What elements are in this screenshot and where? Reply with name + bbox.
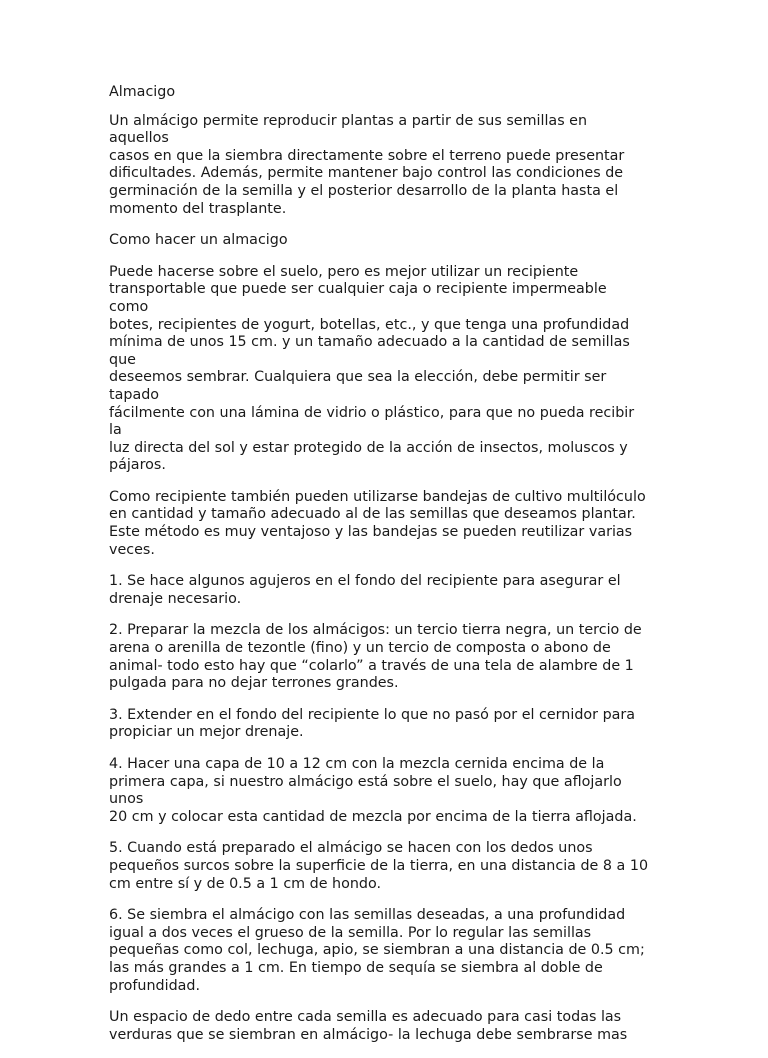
step-2: 2. Preparar la mezcla de los almácigos: un tercio tierra negra, un tercio de arena o arenilla de tezontle (fino) y un tercio de composta o abono de animal- todo esto hay que “colarlo” a través de una tela de alambre de 1 pulgada para no dejar terrones grandes. xyxy=(109,622,642,692)
step-4: 4. Hacer una capa de 10 a 12 cm con la mezcla cernida encima de la primera capa, si nuestro almácigo está sobre el suelo, hay que aflojarlo unos 20 cm y colocar esta cantidad de mezcla por encima de la tierra aflojada. xyxy=(109,756,637,825)
document-title: Almacigo xyxy=(109,84,176,100)
step-3: 3. Extender en el fondo del recipiente lo que no pasó por el cernidor para propiciar un mejor drenaje. xyxy=(109,706,636,741)
step-1: 1. Se hace algunos agujeros en el fondo del recipiente para asegurar el drenaje necesario. xyxy=(109,573,621,607)
step-5: 5. Cuando está preparado el almácigo se hacen con los dedos unos pequeños surcos sobre la superficie de la tierra, en una distancia de 8 a 10 cm entre sí y de 0.5 a 1 cm de hondo. xyxy=(109,840,649,892)
paragraph-intro: Un almácigo permite reproducir plantas a partir de sus semillas en aquellos casos en que la siembra directamente sobre el terreno puede presentar dificultades. Además, permite mantener bajo control las condiciones de germinación de la semilla y el posterior desarrollo de la planta hasta el momento del trasplante. xyxy=(109,112,625,217)
document-page xyxy=(109,84,649,1058)
paragraph-spacing: Un espacio de dedo entre cada semilla es adecuado para casi todas las verduras que se siembran en almácigo- la lechuga debe sembrarse mas xyxy=(109,1009,628,1043)
step-6: 6. Se siembra el almácigo con las semillas deseadas, a una profundidad igual a dos veces el grueso de la semilla. Por lo regular las semillas pequeñas como col, lechuga, apio, se siembran a una distancia de 0.5 cm; las más grandes a 1 cm. En tiempo de sequía se siembra al doble de profundidad. xyxy=(109,907,645,994)
paragraph-trays: Como recipiente también pueden utilizarse bandejas de cultivo multilóculo en cantidad y tamaño adecuado al de las semillas que deseamos plantar. Este método es muy ventajoso y las bandejas se pueden reutilizar varias veces. xyxy=(109,488,646,558)
section-heading: Como hacer un almacigo xyxy=(109,232,288,249)
paragraph-container: Puede hacerse sobre el suelo, pero es mejor utilizar un recipiente transportable que puede ser cualquier caja o recipiente impermeable como botes, recipientes de yogurt, botellas, etc., y que tenga una profundidad mínima de unos 15 cm. y un tamaño adecuado a la cantidad de semillas que deseemos sembrar. Cualquiera que sea la elección, debe permitir ser tapado fácilmente con una lámina de vidrio o plástico, para que no pueda recibir la luz directa del sol y estar protegido de la acción de insectos, moluscos y pájaros. xyxy=(109,263,635,474)
